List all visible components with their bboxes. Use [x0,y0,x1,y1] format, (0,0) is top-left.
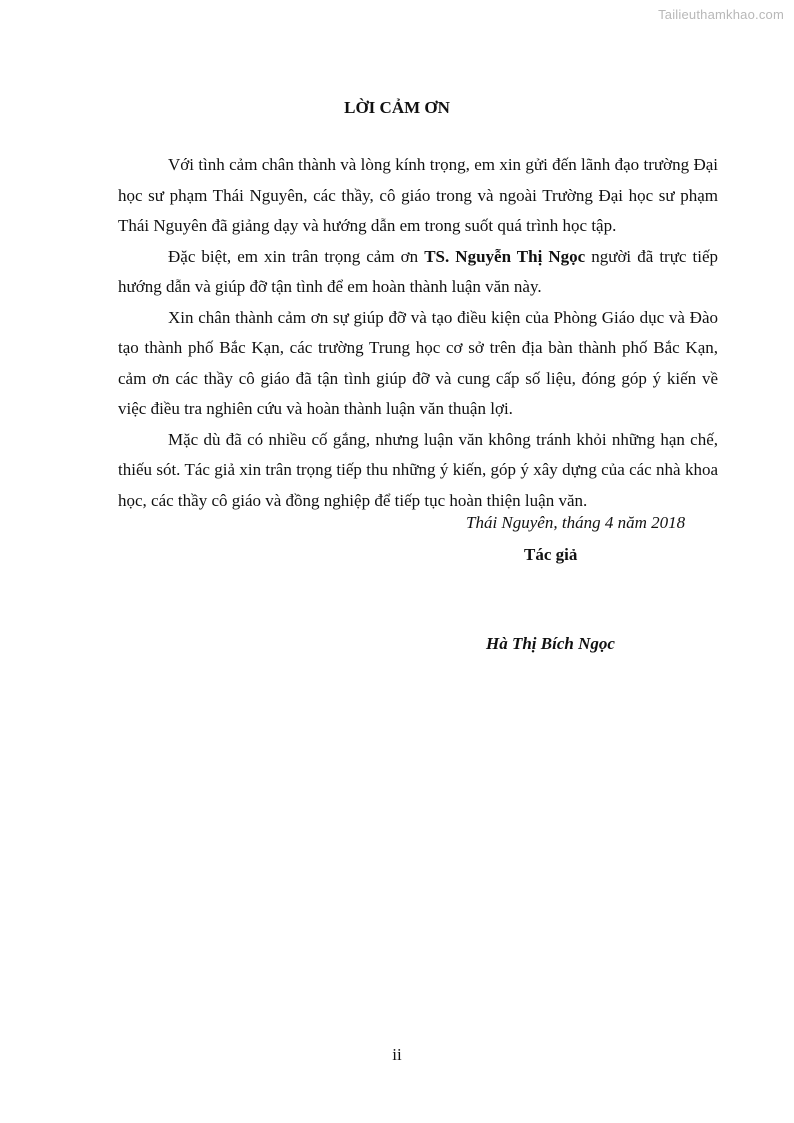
page-number: ii [392,1045,402,1064]
watermark: Tailieuthamkhao.com [658,7,784,22]
paragraph-1: Với tình cảm chân thành và lòng kính trọng, em xin gửi đến lãnh đạo trường Đại học sư phạm Thái Nguyên, các thầy, cô giáo trong và ngoài Trường Đại học sư phạm Thái Nguyên đã giảng dạy và hướng dẫn em trong suốt quá trình học tập. [118,155,718,235]
paragraph-3: Xin chân thành cảm ơn sự giúp đỡ và tạo điều kiện của Phòng Giáo dục và Đào tạo thành phố Bắc Kạn, các trường Trung học cơ sở trên địa bàn thành phố Bắc Kạn, cảm ơn các thầy cô giáo đã tận tình giúp đỡ và cung cấp số liệu, đóng góp ý kiến về việc điều tra nghiên cứu và hoàn thành luận văn thuận lợi. [118,307,718,418]
paragraph-2 [118,242,718,303]
place-date: Thái Nguyên, tháng 4 năm 2018 [466,513,686,532]
acknowledgement-body [118,150,718,516]
author-name: Hà Thị Bích Ngọc [486,634,615,653]
paragraph-2-after: người đã trực tiếp hướng dẫn và giúp đỡ tận tình để em hoàn thành luận văn này. [118,246,719,296]
supervisor-name: TS. Nguyễn Thị Ngọc [424,246,586,266]
paragraph-2-before: Đặc biệt, em xin trân trọng cảm ơn [168,246,425,266]
paragraph-4: Mặc dù đã có nhiều cố gắng, nhưng luận văn không tránh khỏi những hạn chế, thiếu sót. Tác giả xin trân trọng tiếp thu những ý kiến, góp ý xây dựng của các nhà khoa học, các thầy cô giáo và đồng nghiệp để tiếp tục hoàn thiện luận văn. [118,429,718,510]
author-label: Tác giả [524,545,578,564]
page-title: LỜI CẢM ƠN [344,98,450,117]
